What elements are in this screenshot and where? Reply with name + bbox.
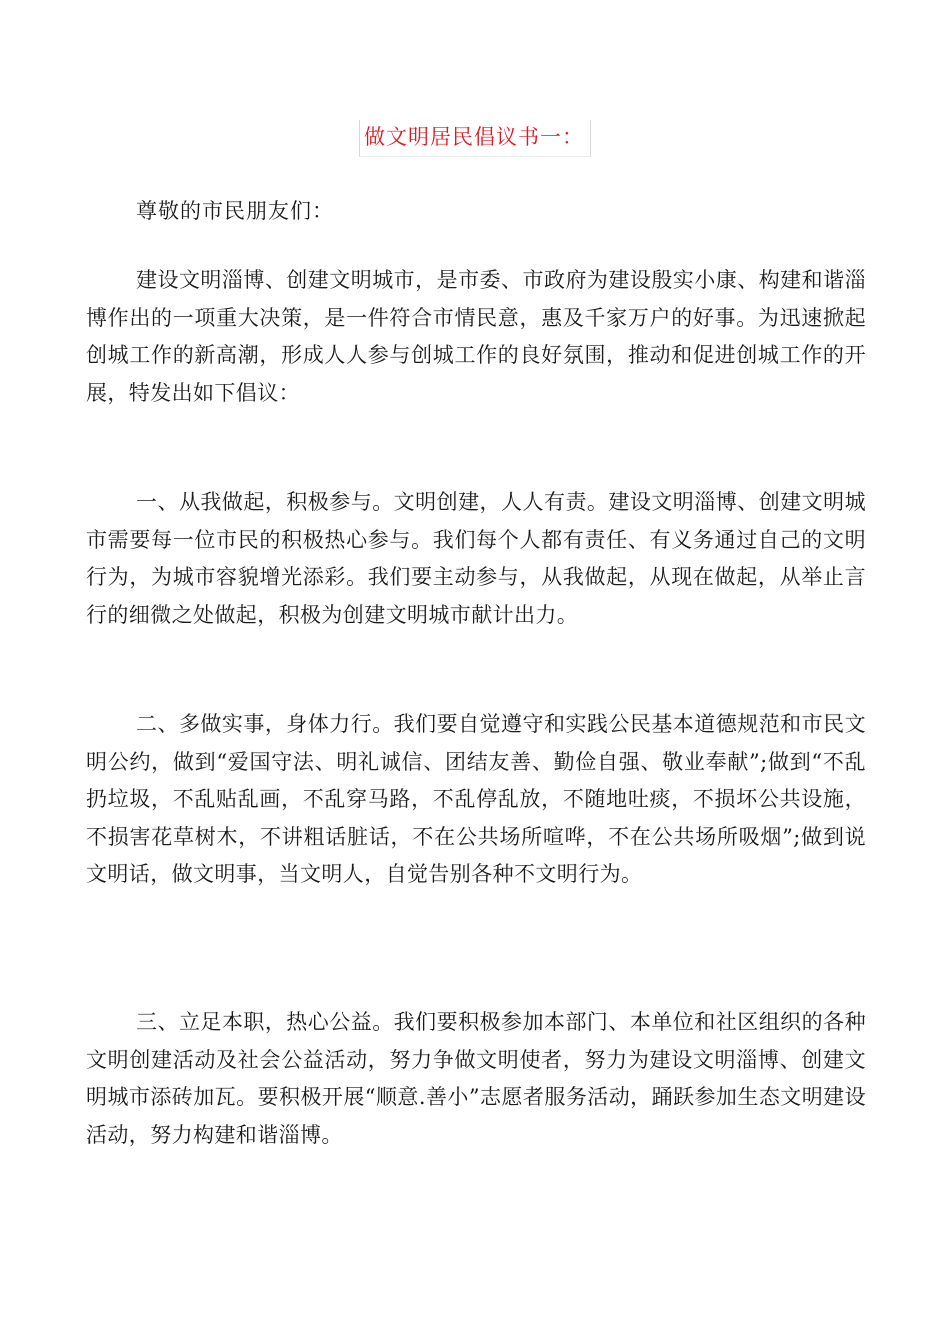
paragraph-point-one: 一、从我做起，积极参与。文明创建，人人有责。建设文明淄博、创建文明城市需要每一位市民的积极热心参与。我们每个人都有责任、有义务通过自己的文明行为，为城市容貌增光添彩。我们要主动参与，从我做起，从现在做起，从举止言行的细微之处做起，积极为创建文明城市献计出力。 — [86, 490, 866, 627]
paragraph-intro: 建设文明淄博、创建文明城市，是市委、市政府为建设殷实小康、构建和谐淄博作出的一项重大决策，是一件符合市情民意，惠及千家万户的好事。为迅速掀起创城工作的新高潮，形成人人参与创城工作的良好氛围，推动和促进创城工作的开展，特发出如下倡议： — [86, 268, 866, 405]
salutation: 尊敬的市民朋友们： — [136, 199, 334, 223]
paragraph-point-three: 三、立足本职，热心公益。我们要积极参加本部门、本单位和社区组织的各种文明创建活动及社会公益活动，努力争做文明使者，努力为建设文明淄博、创建文明城市添砖加瓦。要积极开展“顺意.善小”志愿者服务活动，踊跃参加生态文明建设活动，努力构建和谐淄博。 — [86, 1010, 866, 1147]
paragraph-point-two: 二、多做实事，身体力行。我们要自觉遵守和实践公民基本道德规范和市民文明公约，做到“爱国守法、明礼诚信、团结友善、勤俭自强、敬业奉献”;做到“不乱扔垃圾，不乱贴乱画，不乱穿马路，不乱停乱放，不随地吐痰，不损坏公共设施，不损害花草树木，不讲粗话脏话，不在公共场所喧哗，不在公共场所吸烟”;做到说文明话，做文明事，当文明人，自觉告别各种不文明行为。 — [86, 712, 866, 886]
title-container — [0, 120, 950, 157]
document-title: 做文明居民倡议书一： — [359, 120, 591, 157]
